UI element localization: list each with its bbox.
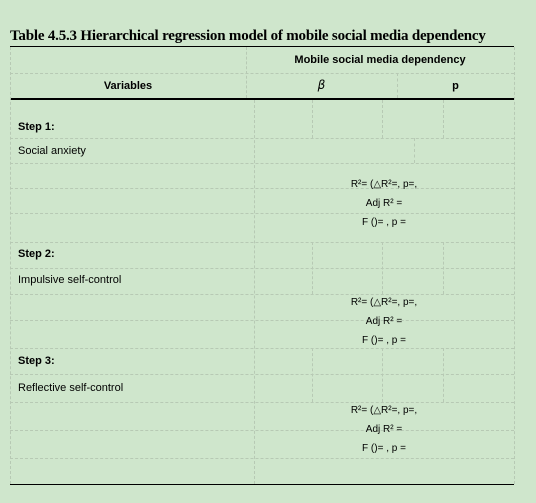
grid-line [443,242,444,294]
variable-name: Social anxiety [18,145,86,157]
grid-line [10,163,514,164]
grid-line [443,348,444,402]
adj-r-squared-line: Adj R² = [365,424,403,435]
grid-line [443,100,444,138]
grid-line [382,242,383,294]
grid-line [312,348,313,402]
f-statistic-line: F ()= , p = [362,335,406,346]
grid-line [10,47,11,484]
grid-line [10,138,514,139]
step-label: Step 1: [18,121,55,133]
r-squared-line: R²= (△R²=, p=, [350,179,418,190]
beta-header: β [317,78,326,92]
model-stats [255,175,513,232]
table-caption: Table 4.5.3 Hierarchical regression model of mobile social media dependency [10,28,486,44]
model-stats [255,293,513,350]
grid-line [10,458,514,459]
grid-line [382,100,383,138]
step-label: Step 2: [18,248,55,260]
grid-line [10,268,514,269]
header-bottom-rule [10,98,514,100]
grid-line [382,348,383,402]
grid-line [514,47,515,484]
grid-line [10,374,514,375]
variable-name: Impulsive self-control [18,274,122,286]
top-rule [10,46,514,47]
grid-line [312,100,313,138]
model-stats [255,401,513,458]
f-statistic-line: F ()= , p = [362,443,406,454]
grid-line [312,242,313,294]
bottom-rule [10,484,514,485]
r-squared-line: R²= (△R²=, p=, [350,405,418,416]
grid-line [10,242,514,243]
variables-header: Variables [103,80,153,92]
f-statistic-line: F ()= , p = [362,217,406,228]
group-header: Mobile social media dependency [294,54,466,66]
grid-line [414,138,415,163]
adj-r-squared-line: Adj R² = [365,316,403,327]
grid-line [10,73,514,74]
step-label: Step 3: [18,355,55,367]
variable-name: Reflective self-control [18,382,124,394]
r-squared-line: R²= (△R²=, p=, [350,297,418,308]
adj-r-squared-line: Adj R² = [365,198,403,209]
p-header: p [452,80,459,92]
